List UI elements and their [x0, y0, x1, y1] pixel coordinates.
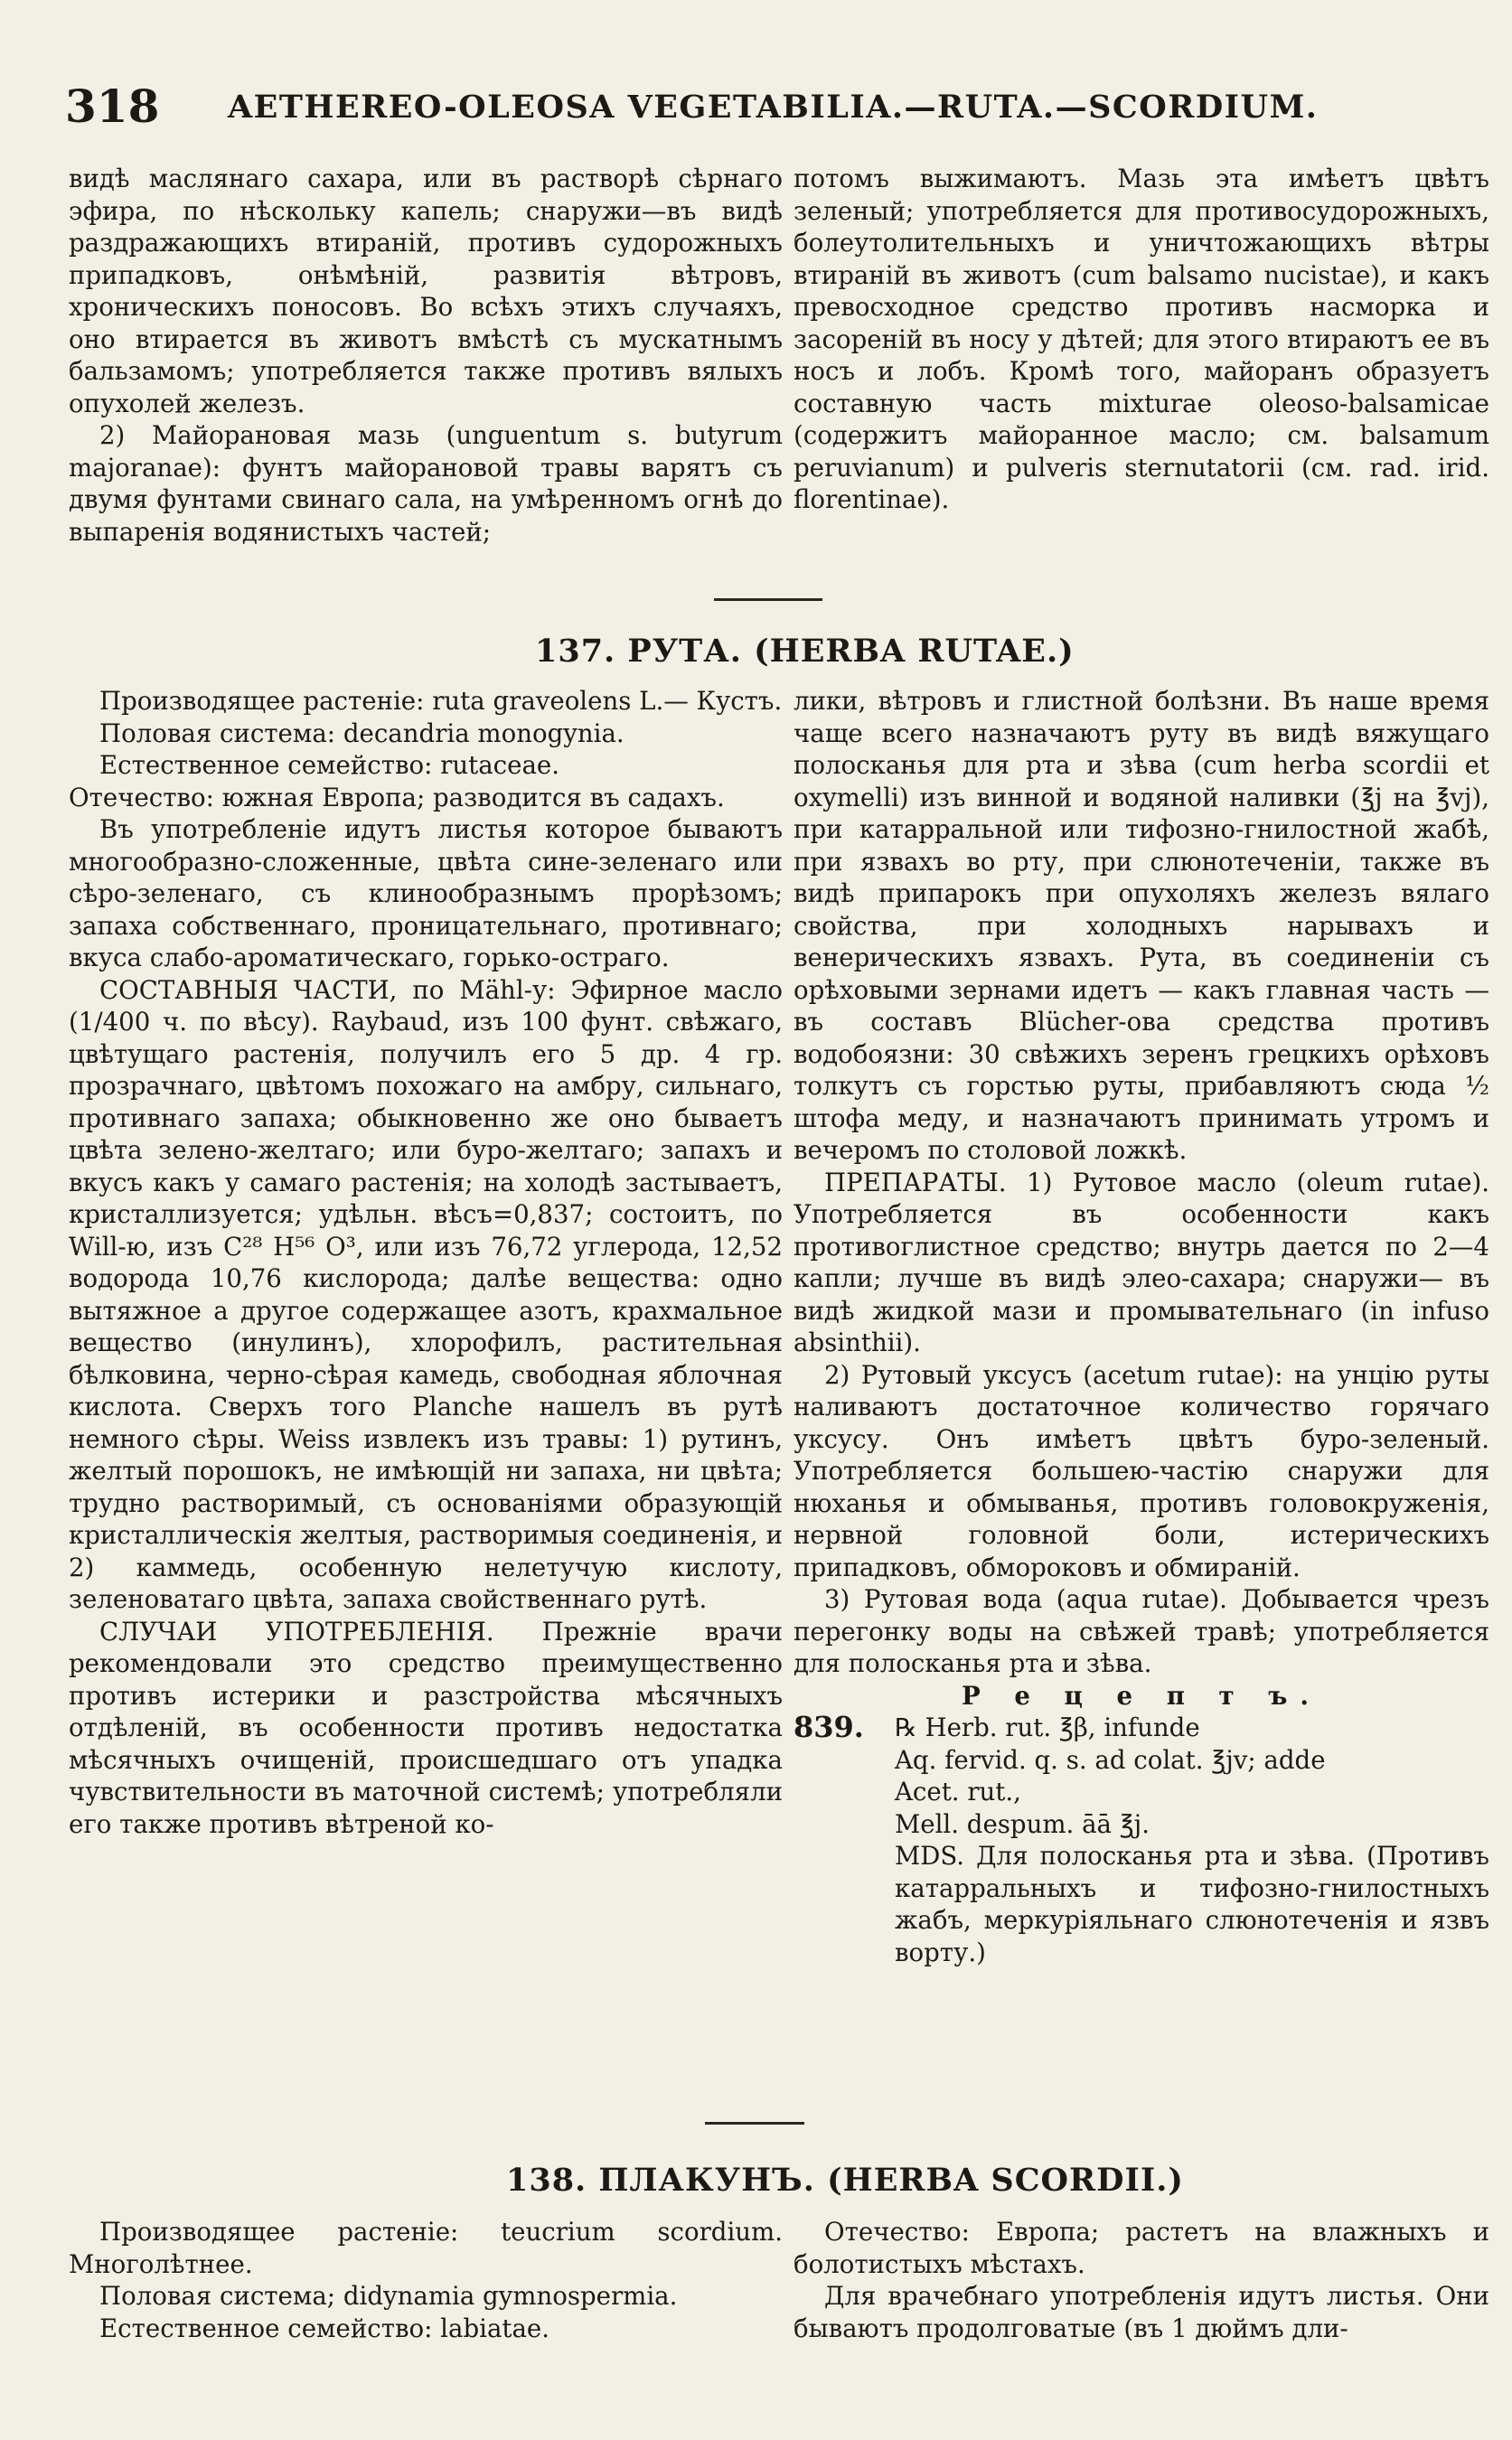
paragraph: Отечество: южная Европа; разводится въ садахъ. [69, 782, 725, 812]
paragraph: Естественное семейство: rutaceae. [99, 750, 560, 780]
section-138-left-column [69, 2216, 783, 2344]
recipe-line: Acet. rut., [895, 1777, 1021, 1807]
recipe-number: 839. [794, 1710, 864, 1744]
section-137-left-column [69, 685, 783, 1840]
section-137-right-column [794, 685, 1489, 1968]
paragraph: Половая система: decandria monogynia. [99, 718, 625, 748]
recipe-line: Aq. fervid. q. s. ad colat. ℥jv; adde [895, 1744, 1326, 1775]
paragraph: Отечество: Европа; растетъ на влажныхъ и болотистыхъ мѣстахъ. [794, 2217, 1489, 2279]
section-138-right-column [794, 2216, 1489, 2344]
paragraph: лики, вѣтровъ и глистной болѣзни. Въ наше время чаще всего назначаютъ руту въ видѣ вяжущаго полосканья для рта и зѣва (cum herba scordii et oxymelli) изъ винной и водяной наливки (℥j на ℥vj), при катарральной или тифозно-гнилостной жабѣ, при язвахъ во рту, при слюнотеченіи, также въ видѣ припарокъ при опухоляхъ железъ вялаго свойства, при холодныхъ нарывахъ и венерическихъ язвахъ. Рута, въ соединеніи съ орѣховыми зернами идетъ — какъ главная часть — въ составъ Blücher-ова средства противъ водобоязни: 30 свѣжихъ зеренъ грецкихъ орѣховъ толкутъ съ горстью руты, прибавляютъ сюда ½ штофа меду, и назначаютъ принимать утромъ и вечеромъ по столовой ложкѣ. [794, 686, 1489, 1165]
recipe-line: ℞ Herb. rut. ℥β, infunde [895, 1713, 1200, 1742]
paragraph: потомъ выжимаютъ. Мазь эта имѣетъ цвѣтъ зеленый; употребляется для противосудорожныхъ, болеутолительныхъ и уничтожающихъ вѣтры втираній въ животъ (cum balsamo nucistae), и какъ превосходное средство противъ насморка и засореній въ носу у дѣтей; для этого втираютъ ее въ носъ и лобъ. Кромѣ того, майоранъ образуетъ составную часть mixturae oleoso-balsamicae (содержитъ майоранное масло; см. balsamum peruvianum) и pulveris sternutatorii (см. rad. irid. florentinae). [794, 164, 1489, 514]
paragraph: Половая система; didynamia gymnospermia. [99, 2281, 678, 2311]
paragraph: Въ употребленіе идутъ листья которое бываютъ многообразно-сложенные, цвѣта сине-зеленаго или сѣро-зеленаго, съ клинообразнымъ прорѣзомъ; запаха собственнаго, проницательнаго, противнаго; вкуса слабо-ароматическаго, горько-остраго. [69, 814, 783, 972]
recipe-lines [895, 1712, 1489, 1968]
paragraph: Естественное семейство: labiatae. [99, 2313, 550, 2343]
paragraph: видѣ маслянаго сахара, или въ растворѣ сѣрнаго эфира, по нѣскольку капель; снаружи—въ видѣ раздражающихъ втираній, противъ судорожныхъ припадковъ, онѣмѣній, развитія вѣтровъ, хроническихъ поносовъ. Во всѣхъ этихъ случаяхъ, оно втирается въ животъ вмѣстѣ съ мускатнымъ бальзамомъ; употребляется также противъ вялыхъ опухолей железъ. [69, 164, 783, 418]
section-divider [705, 2122, 804, 2125]
recipe-line: Mell. despum. āā ℥j. [895, 1808, 1150, 1839]
paragraph: Производящее растеніе: ruta graveolens L.— Кустъ. [99, 686, 783, 716]
paragraph: ПРЕПАРАТЫ. 1) Рутовое масло (oleum rutae). Употребляется въ особенности какъ противоглистное средство; внутрь дается по 2—4 капли; лучше въ видѣ элео-сахара; снаружи— въ видѣ жидкой мази и промывательнаго (in infuso absinthii). [794, 1167, 1489, 1357]
running-title: AETHEREO-OLEOSA VEGETABILIA.—RUTA.—SCORDIUM. [228, 89, 1319, 126]
paragraph: 2) Рутовый уксусъ (acetum rutae): на унцію руты наливаютъ достаточное количество горячаго уксусу. Онъ имѣетъ цвѣтъ буро-зеленый. Употребляется большею-частію снаружи для нюханья и обмыванья, противъ головокруженія, нервной головной боли, истерическихъ припадковъ, обмороковъ и обмираній. [794, 1359, 1489, 1582]
section-divider [714, 598, 822, 601]
section-title-137: 137. РУТА. (HERBA RUTAE.) [535, 633, 1075, 670]
section-title-138: 138. ПЛАКУНЪ. (HERBA SCORDII.) [506, 2162, 1184, 2199]
paragraph: Производящее растеніе: teucrium scordium. Многолѣтнее. [69, 2217, 783, 2279]
paragraph: 3) Рутовая вода (aqua rutae). Добывается чрезъ перегонку воды на свѣжей травѣ; употребляется для полосканья рта и зѣва. [794, 1584, 1489, 1678]
paragraph: СОСТАВНЫЯ ЧАСТИ, по Mähl-у: Эфирное масло (1/400 ч. по вѣсу). Raybaud, изъ 100 фунт. свѣжаго, цвѣтущаго растенія, получилъ его 5 др. 4 гр. прозрачнаго, цвѣтомъ похожаго на амбру, сильнаго, противнаго запаха; обыкновенно же оно бываетъ цвѣта зелено-желтаго; или буро-желтаго; запахъ и вкусъ какъ у самаго растенія; на холодѣ застываетъ, кристаллизуется; удѣльн. вѣсъ=0,837; состоитъ, по Will-ю, изъ C²⁸ H⁵⁶ O³, или изъ 76,72 углерода, 12,52 водорода 10,76 кислорода; далѣе вещества: одно вытяжное а другое содержащее азотъ, крахмальное вещество (инулинъ), хлорофилъ, растительная бѣлковина, черно-сѣрая камедь, свободная яблочная кислота. Сверхъ того Planche нашелъ въ рутѣ немного сѣры. Weiss извлекъ изъ травы: 1) рутинъ, желтый порошокъ, не имѣющій ни запаха, ни цвѣта; трудно растворимый, съ основаніями образующій кристаллическія желтыя, растворимыя соединенія, и 2) каммедь, особенную нелетучую кислоту, зеленоватаго цвѣта, запаха свойственнаго рутѣ. [69, 974, 783, 1614]
paragraph: 2) Майорановая мазь (unguentum s. butyrum majoranae): фунтъ майорановой травы варятъ съ двумя фунтами свинаго сала, на умѣренномъ огнѣ до выпаренія водянистыхъ частей; [69, 420, 783, 547]
top-right-column [794, 163, 1489, 516]
paragraph: СЛУЧАИ УПОТРЕБЛЕНІЯ. Прежніе врачи рекомендовали это средство преимущественно противъ истерики и разстройства мѣсячныхъ отдѣленій, въ особенности противъ недостатка мѣсячныхъ очищеній, происшедшаго отъ упадка чувствительности въ маточной системѣ; употребляли его также противъ вѣтреной ко- [69, 1616, 783, 1839]
page-number: 318 [65, 80, 160, 133]
page-header [65, 80, 1457, 134]
paragraph: Для врачебнаго употребленія идутъ листья. Они бываютъ продолговатые (въ 1 дюймъ дли- [794, 2281, 1489, 2343]
recipes-heading: Р е ц е п т ъ. [962, 1680, 1321, 1711]
top-left-column [69, 163, 783, 548]
recipe-line: MDS. Для полосканья рта и зѣва. (Противъ катарральныхъ и тифозно-гнилостныхъ жабъ, меркуріяльнаго слюнотеченія и язвъ ворту.) [895, 1841, 1489, 1967]
recipe [794, 1712, 1489, 1968]
